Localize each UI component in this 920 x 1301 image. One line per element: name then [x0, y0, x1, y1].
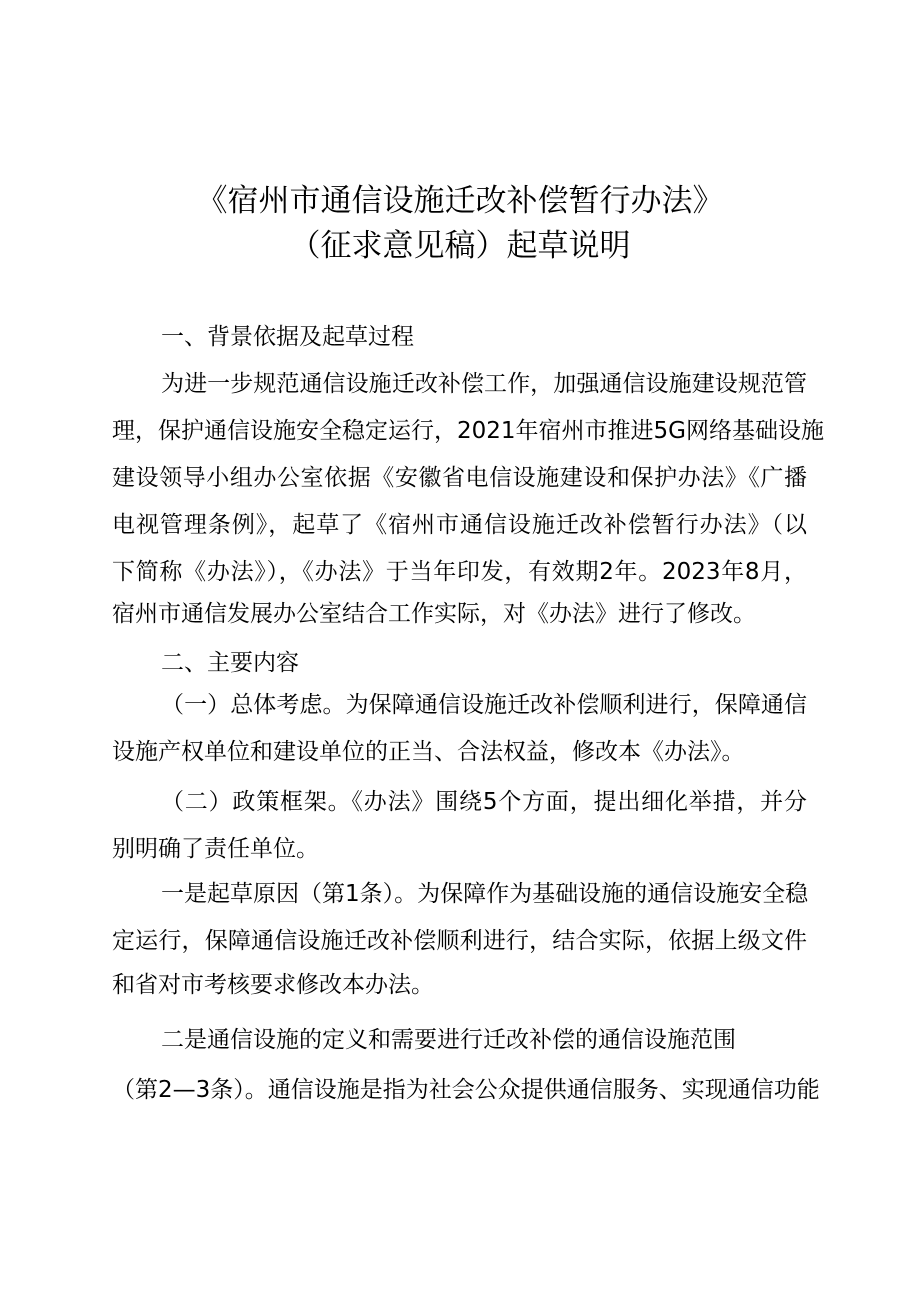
- body-line: 一是起草原因（第1条）。为保障作为基础设施的通信设施安全稳: [161, 881, 809, 907]
- body-line: 下简称《办法》），《办法》于当年印发，有效期2年。2023年8月，: [112, 559, 807, 585]
- body-line: 和省对市考核要求修改本办法。: [112, 972, 434, 998]
- section-heading-background: 一、背景依据及起草过程: [161, 324, 414, 350]
- document-title-line-2: （征求意见稿）起草说明: [289, 228, 631, 264]
- body-line: （第2—3条）。通信设施是指为社会公众提供通信服务、实现通信功能: [112, 1077, 820, 1103]
- document-title-line-1: 《宿州市通信设施迁改补偿暂行办法》: [196, 183, 724, 219]
- body-line: 宿州市通信发展办公室结合工作实际，对《办法》进行了修改。: [112, 601, 756, 627]
- body-line: （二）政策框架。《办法》围绕5个方面，提出细化举措，并分: [161, 789, 807, 815]
- body-line: 别明确了责任单位。: [112, 836, 319, 862]
- body-line: 为进一步规范通信设施迁改补偿工作，加强通信设施建设规范管: [161, 371, 807, 397]
- body-line: 理，保护通信设施安全稳定运行，2021年宿州市推进5G网络基础设施: [112, 418, 824, 444]
- body-line: 二是通信设施的定义和需要进行迁改补偿的通信设施范围: [161, 1027, 736, 1053]
- body-line: 建设领导小组办公室依据《安徽省电信设施建设和保护办法》《广播: [112, 465, 807, 491]
- body-line: 电视管理条例》，起草了《宿州市通信设施迁改补偿暂行办法》（以: [112, 512, 807, 538]
- section-heading-main-content: 二、主要内容: [161, 650, 299, 676]
- body-line: 设施产权单位和建设单位的正当、合法权益，修改本《办法》。: [112, 739, 745, 765]
- body-line: 定运行，保障通信设施迁改补偿顺利进行，结合实际，依据上级文件: [112, 928, 807, 954]
- body-line: （一）总体考虑。为保障通信设施迁改补偿顺利进行，保障通信: [161, 692, 807, 718]
